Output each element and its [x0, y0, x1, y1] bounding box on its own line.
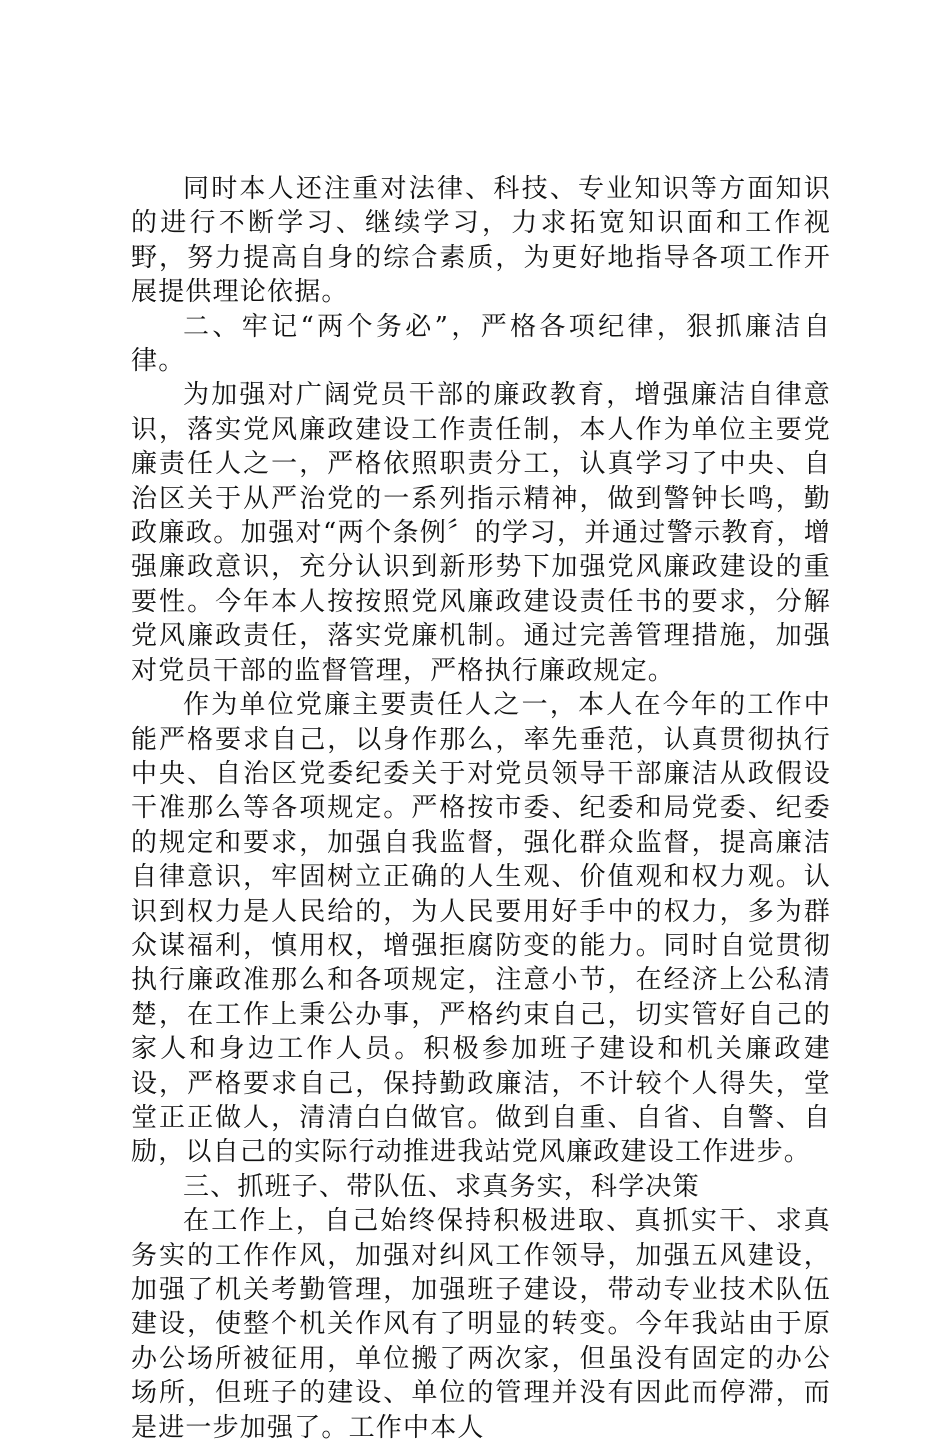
paragraph-work-style: 在工作上，自己始终保持积极进取、真抓实干、求真务实的工作作风，加强对纠风工作领导，加强五风建设，加强了机关考勤管理，加强班子建设，带动专业技术队伍建设，使整个机关作风有了明显的转变。今年我站由于原办公场所被征用，单位搬了两次家，但虽没有固定的办公场所，但班子的建设、单位的管理并没有因此而停滞，而是进一步加强了。工作中本人: [131, 1206, 831, 1443]
paragraph-integrity-education: 为加强对广阔党员干部的廉政教育，增强廉洁自律意识，落实党风廉政建设工作责任制，本人作为单位主要党廉责任人之一，严格依照职责分工，认真学习了中央、自治区关于从严治党的一系列指示精神，做到警钟长鸣，勤政廉政。加强对“两个条例〞的学习，并通过警示教育，增强廉政意识，充分认识到新形势下加强党风廉政建设的重要性。今年本人按按照党风廉政建设责任书的要求，分解党风廉政责任，落实党廉机制。通过完善管理措施，加强对党员干部的监督管理，严格执行廉政规定。: [131, 380, 831, 686]
paragraph-self-discipline: 作为单位党廉主要责任人之一，本人在今年的工作中能严格要求自己，以身作那么，率先垂范，认真贯彻执行中央、自治区党委纪委关于对党员领导干部廉洁从政假设干准那么等各项规定。严格按市委、纪委和局党委、纪委的规定和要求，加强自我监督，强化群众监督，提高廉洁自律意识，牢固树立正确的人生观、价值观和权力观。认识到权力是人民给的，为人民要用好手中的权力，多为群众谋福利，慎用权，增强拒腐防变的能力。同时自觉贯彻执行廉政准那么和各项规定，注意小节，在经济上公私清楚，在工作上秉公办事，严格约束自己，切实管好自己的家人和身边工作人员。积极参加班子建设和机关廉政建设，严格要求自己，保持勤政廉洁，不计较个人得失，堂堂正正做人，清清白白做官。做到自重、自省、自警、自励，以自己的实际行动推进我站党风廉政建设工作进步。: [131, 690, 831, 1168]
document-body: [131, 172, 831, 1445]
section-heading-3: 三、抓班子、带队伍、求真务实，科学决策: [183, 1171, 700, 1202]
section-heading-2: 二、牢记“两个务必”，严格各项纪律，狠抓廉洁自律。: [131, 311, 831, 377]
paragraph-study: 同时本人还注重对法律、科技、专业知识等方面知识的进行不断学习、继续学习，力求拓宽知识面和工作视野，努力提高自身的综合素质，为更好地指导各项工作开展提供理论依据。: [131, 174, 831, 308]
